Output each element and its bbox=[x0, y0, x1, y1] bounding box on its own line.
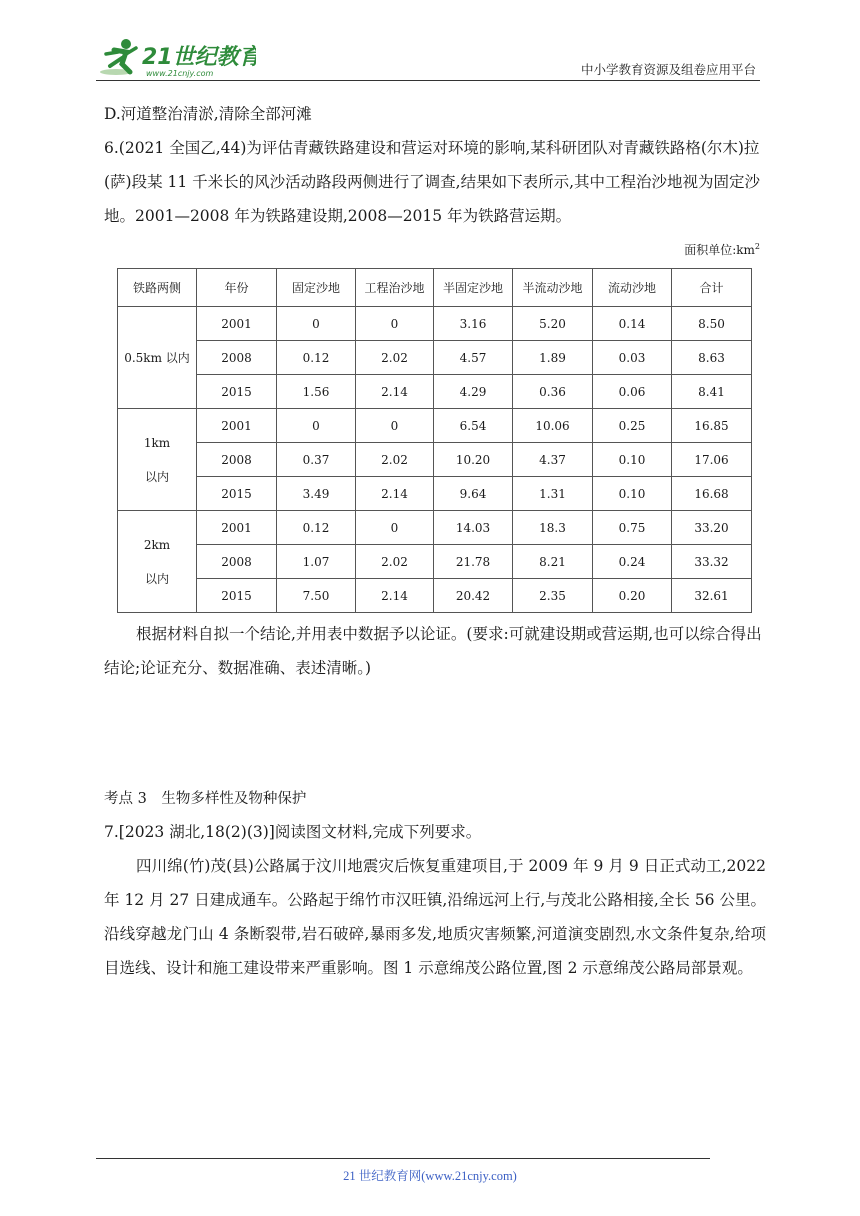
footer-link[interactable]: 21 世纪教育网(www.21cnjy.com) bbox=[343, 1169, 517, 1183]
table-cell: 2.02 bbox=[356, 443, 434, 477]
table-cell: 32.61 bbox=[672, 579, 752, 613]
question-6-text: 6.(2021 全国乙,44)为评估青藏铁路建设和营运对环境的影响,某科研团队对青藏铁路格(尔木)拉(萨)段某 11 千米长的风沙活动路段两侧进行了调查,结果如下表所示,其中工程治沙地视为固定沙地。2001—2008 年为铁路建设期,2008—2015 年为铁路营运期。 bbox=[104, 139, 761, 225]
group-label-line1: 0.5km 以内 bbox=[124, 350, 190, 365]
table-cell: 10.20 bbox=[434, 443, 513, 477]
group-label bbox=[118, 409, 197, 511]
table-cell: 2001 bbox=[197, 409, 277, 443]
table-cell: 0.24 bbox=[593, 545, 672, 579]
table-cell: 8.63 bbox=[672, 341, 752, 375]
table-cell: 0 bbox=[356, 409, 434, 443]
header-engineered-sand: 工程治沙地 bbox=[356, 269, 434, 307]
table-cell: 14.03 bbox=[434, 511, 513, 545]
header-fixed-sand: 固定沙地 bbox=[277, 269, 356, 307]
table-cell: 18.3 bbox=[513, 511, 593, 545]
table-cell: 5.20 bbox=[513, 307, 593, 341]
table-cell: 2.14 bbox=[356, 579, 434, 613]
table-cell: 8.50 bbox=[672, 307, 752, 341]
table-cell: 2008 bbox=[197, 341, 277, 375]
table-row bbox=[118, 341, 752, 375]
table-cell: 0.75 bbox=[593, 511, 672, 545]
header-year: 年份 bbox=[197, 269, 277, 307]
section-heading: 考点 3 生物多样性及物种保护 bbox=[104, 791, 307, 807]
table-cell: 0.25 bbox=[593, 409, 672, 443]
table-cell: 2.02 bbox=[356, 545, 434, 579]
table-cell: 4.57 bbox=[434, 341, 513, 375]
table-cell: 1.89 bbox=[513, 341, 593, 375]
header-platform-text: 中小学教育资源及组卷应用平台 bbox=[580, 62, 756, 77]
table-cell: 0.10 bbox=[593, 443, 672, 477]
table-cell: 2015 bbox=[197, 375, 277, 409]
group-label bbox=[118, 511, 197, 613]
table-row bbox=[118, 443, 752, 477]
option-d: D.河道整治清淤,清除全部河滩 bbox=[104, 105, 312, 123]
header-semi-mobile-sand: 半流动沙地 bbox=[513, 269, 593, 307]
question-7-title: 7.[2023 湖北,18(2)(3)]阅读图文材料,完成下列要求。 bbox=[104, 823, 482, 841]
table-cell: 16.68 bbox=[672, 477, 752, 511]
table-cell: 33.32 bbox=[672, 545, 752, 579]
table-cell: 4.37 bbox=[513, 443, 593, 477]
table-row bbox=[118, 307, 752, 341]
table-cell: 4.29 bbox=[434, 375, 513, 409]
table-row bbox=[118, 409, 752, 443]
table-cell: 1.56 bbox=[277, 375, 356, 409]
table-cell: 0 bbox=[356, 511, 434, 545]
table-cell: 33.20 bbox=[672, 511, 752, 545]
table-cell: 3.49 bbox=[277, 477, 356, 511]
logo-title: 21世纪教育 bbox=[142, 45, 256, 70]
footer-divider bbox=[96, 1158, 710, 1159]
header-total: 合计 bbox=[672, 269, 752, 307]
table-cell: 8.21 bbox=[513, 545, 593, 579]
question-6-requirement: 根据材料自拟一个结论,并用表中数据予以论证。(要求:可就建设期或营运期,也可以综合得出结论;论证充分、数据准确、表述清晰。) bbox=[104, 625, 762, 677]
table-row bbox=[118, 545, 752, 579]
table-cell: 0.20 bbox=[593, 579, 672, 613]
table-cell: 2015 bbox=[197, 579, 277, 613]
table-cell: 2001 bbox=[197, 307, 277, 341]
table-cell: 7.50 bbox=[277, 579, 356, 613]
site-logo bbox=[96, 36, 256, 82]
table-cell: 3.16 bbox=[434, 307, 513, 341]
table-cell: 1.31 bbox=[513, 477, 593, 511]
question-7-body: 四川绵(竹)茂(县)公路属于汶川地震灾后恢复重建项目,于 2009 年 9 月 9 日正式动工,2022 年 12 月 27 日建成通车。公路起于绵竹市汉旺镇,沿绵远河上行,与茂北公路相接,全长 56 公里。沿线穿越龙门山 4 条断裂带,岩石破碎,暴雨多发,地质灾害频繁,河道演变剧烈,水文条件复杂,给项目选线、设计和施工建设带来严重影响。图 1 示意绵茂公路位置,图 2 示意绵茂公路局部景观。 bbox=[104, 857, 766, 977]
table-unit bbox=[684, 241, 760, 258]
unit-label: 面积单位:km bbox=[684, 243, 755, 257]
table-cell: 2008 bbox=[197, 443, 277, 477]
table-cell: 1.07 bbox=[277, 545, 356, 579]
group-label-line1: 1km bbox=[143, 435, 171, 450]
table-cell: 0.37 bbox=[277, 443, 356, 477]
table-cell: 2008 bbox=[197, 545, 277, 579]
logo-url: www.21cnjy.com bbox=[146, 69, 214, 78]
sand-area-table bbox=[117, 268, 752, 613]
table-cell: 0 bbox=[356, 307, 434, 341]
table-cell: 2.14 bbox=[356, 477, 434, 511]
table-row bbox=[118, 511, 752, 545]
table-row bbox=[118, 477, 752, 511]
table-row bbox=[118, 375, 752, 409]
header-semi-fixed-sand: 半固定沙地 bbox=[434, 269, 513, 307]
header-side: 铁路两侧 bbox=[118, 269, 197, 307]
table-cell: 0.36 bbox=[513, 375, 593, 409]
group-label-line2: 以内 bbox=[144, 469, 169, 484]
table-cell: 2015 bbox=[197, 477, 277, 511]
table-cell: 0.06 bbox=[593, 375, 672, 409]
table-cell: 2.02 bbox=[356, 341, 434, 375]
unit-superscript: 2 bbox=[754, 242, 760, 251]
table-header-row bbox=[118, 269, 752, 307]
table-cell: 17.06 bbox=[672, 443, 752, 477]
table-cell: 0.12 bbox=[277, 341, 356, 375]
table-cell: 0.03 bbox=[593, 341, 672, 375]
group-label-line2: 以内 bbox=[144, 571, 169, 586]
table-cell: 6.54 bbox=[434, 409, 513, 443]
runner-logo-icon bbox=[96, 36, 256, 82]
table-cell: 9.64 bbox=[434, 477, 513, 511]
table-cell: 8.41 bbox=[672, 375, 752, 409]
table-cell: 0.10 bbox=[593, 477, 672, 511]
table-cell: 0.12 bbox=[277, 511, 356, 545]
group-label bbox=[118, 307, 197, 409]
table-cell: 10.06 bbox=[513, 409, 593, 443]
table-cell: 2.14 bbox=[356, 375, 434, 409]
table-cell: 2.35 bbox=[513, 579, 593, 613]
table-cell: 0.14 bbox=[593, 307, 672, 341]
table-cell: 0 bbox=[277, 409, 356, 443]
group-label-line1: 2km bbox=[143, 537, 171, 552]
table-cell: 0 bbox=[277, 307, 356, 341]
header-mobile-sand: 流动沙地 bbox=[593, 269, 672, 307]
table-cell: 2001 bbox=[197, 511, 277, 545]
table-row bbox=[118, 579, 752, 613]
header-divider bbox=[96, 80, 760, 81]
table-cell: 20.42 bbox=[434, 579, 513, 613]
table-cell: 21.78 bbox=[434, 545, 513, 579]
table-cell: 16.85 bbox=[672, 409, 752, 443]
